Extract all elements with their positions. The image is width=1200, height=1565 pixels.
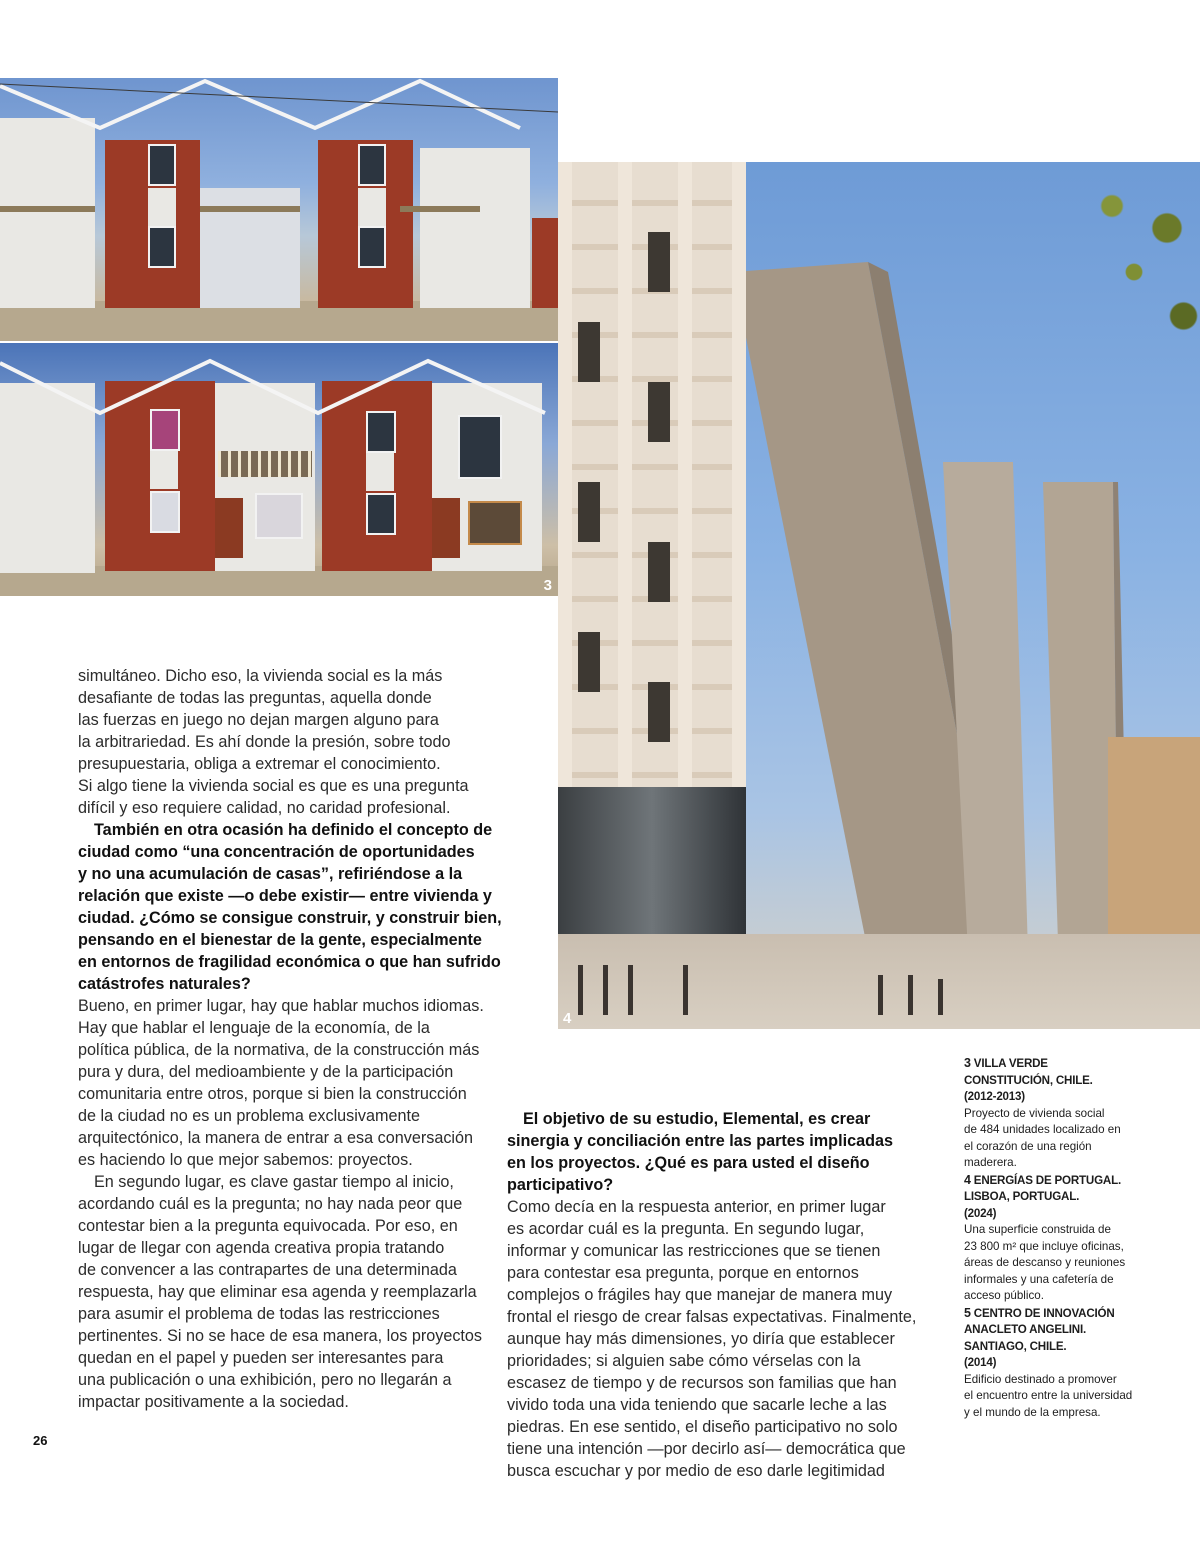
text-line: quedan en el papel y pueden ser interesantes para (78, 1349, 444, 1367)
text-line: aunque hay más dimensiones, yo diría que establecer (507, 1330, 895, 1348)
photo-villa-verde-before (0, 78, 558, 341)
text-line: informar y comunicar las restricciones que se tienen (507, 1242, 881, 1260)
caption-text: 23 800 m² que incluye oficinas, (964, 1239, 1124, 1253)
text-line: las fuerzas en juego no dejan margen alguno para (78, 711, 439, 729)
text-line: y no una acumulación de casas”, refiriéndose a la (78, 865, 463, 883)
caption-number: 3 (964, 1056, 971, 1070)
text-line: catástrofes naturales? (78, 975, 251, 993)
brick-building (1108, 737, 1200, 937)
window (578, 632, 600, 692)
caption-title: SANTIAGO, CHILE. (964, 1339, 1067, 1353)
text-line: sinergia y conciliación entre las partes implicadas (507, 1132, 893, 1150)
text-line: lugar de llegar con agenda creativa propia tratando (78, 1239, 445, 1257)
caption-date: (2024) (964, 1206, 997, 1220)
text-line: para asumir el problema de todas las restricciones (78, 1305, 440, 1323)
answer-paragraph (507, 1196, 917, 1482)
caption-text: Edificio destinado a promover (964, 1372, 1117, 1386)
roof-outlines (0, 78, 558, 341)
bollard (578, 965, 583, 1015)
page-number: 26 (33, 1433, 48, 1448)
roof-outlines (0, 343, 558, 596)
caption-text: de 484 unidades localizado en (964, 1123, 1121, 1136)
photo-energias-de-portugal (558, 162, 1200, 1029)
text-line: ciudad. ¿Cómo se consigue construir, y construir bien, (78, 909, 502, 927)
text-line: impactar positivamente a la sociedad. (78, 1393, 349, 1411)
text-line: comunitaria entre otros, porque si bien la construcción (78, 1085, 467, 1103)
bollard (878, 975, 883, 1015)
text-line: respuesta, hay que eliminar esa agenda y reemplazarla (78, 1283, 477, 1301)
photo-villa-verde-after (0, 343, 558, 596)
caption-title (964, 1055, 1139, 1073)
window (648, 232, 670, 292)
text-line: relación que existe —o debe existir— entre vivienda y (78, 887, 492, 905)
caption-date: (2012-2013) (964, 1090, 1025, 1103)
caption-date: (2014) (964, 1356, 997, 1369)
answer-paragraph (78, 665, 488, 819)
text-line: para contestar esa pregunta, porque en entornos (507, 1264, 859, 1282)
text-line: Si algo tiene la vivienda social es que es una pregunta (78, 777, 469, 795)
photo-number-3: 3 (543, 577, 552, 594)
caption-number: 5 (964, 1305, 971, 1320)
caption-text: áreas de descanso y reuniones (964, 1256, 1126, 1269)
text-line: presupuestaria, obliga a extremar el conocimiento. (78, 755, 441, 773)
text-line: piedras. En ese sentido, el diseño participativo no solo (507, 1418, 898, 1436)
caption-4 (964, 1172, 1139, 1305)
text-line: política pública, de la normativa, de la construcción más (78, 1041, 480, 1059)
text-line: arquitectónico, la manera de entrar a esa conversación (78, 1129, 474, 1147)
window (648, 682, 670, 742)
bollard (908, 975, 913, 1015)
window (578, 322, 600, 382)
bollard (603, 965, 608, 1015)
photo-captions (964, 1055, 1139, 1421)
caption-title: LISBOA, PORTUGAL. (964, 1190, 1080, 1203)
text-line: pertinentes. Si no se hace de esa manera, los proyectos (78, 1327, 483, 1345)
caption-title (964, 1305, 1139, 1323)
text-line: El objetivo de su estudio, Elemental, es crear (523, 1110, 871, 1128)
article-column-middle (507, 1108, 917, 1482)
text-line: simultáneo. Dicho eso, la vivienda social es la más (78, 667, 443, 685)
photo-number-4: 4 (563, 1010, 572, 1027)
caption-text: y el mundo de la empresa. (964, 1405, 1101, 1419)
text-line: complejos o frágiles hay que manejar de manera muy (507, 1286, 893, 1304)
caption-text: acceso público. (964, 1289, 1044, 1302)
caption-text: informales y una cafetería de (964, 1272, 1114, 1286)
window (648, 542, 670, 602)
caption-title-text: CENTRO DE INNOVACIÓN (973, 1306, 1115, 1320)
text-line: acordando cuál es la pregunta; no hay nada peor que (78, 1195, 463, 1213)
text-line: Como decía en la respuesta anterior, en primer lugar (507, 1198, 886, 1216)
caption-3 (964, 1055, 1139, 1172)
text-line: frontal el riesgo de crear falsas expectativas. Finalmente, (507, 1308, 917, 1326)
caption-title: ANACLETO ANGELINI. (964, 1323, 1087, 1336)
text-line: pensando en el bienestar de la gente, especialmente (78, 931, 482, 949)
interview-question (507, 1108, 907, 1196)
answer-paragraph (78, 1171, 488, 1413)
window (648, 382, 670, 442)
text-line: En segundo lugar, es clave gastar tiempo al inicio, (94, 1173, 454, 1191)
caption-title-text: VILLA VERDE (973, 1057, 1048, 1070)
caption-title (964, 1172, 1139, 1190)
caption-text: maderera. (964, 1156, 1017, 1169)
caption-text: el encuentro entre la universidad (964, 1389, 1133, 1402)
text-line: en los proyectos. ¿Qué es para usted el diseño (507, 1154, 870, 1172)
caption-title-text: ENERGÍAS DE PORTUGAL. (973, 1173, 1121, 1187)
text-line: escasez de tiempo y de recursos son familias que han (507, 1374, 897, 1392)
text-line: difícil y eso requiere calidad, no caridad profesional. (78, 799, 451, 817)
caption-5 (964, 1305, 1139, 1422)
caption-title: CONSTITUCIÓN, CHILE. (964, 1073, 1093, 1087)
text-line: una publicación o una exhibición, pero no llegarán a (78, 1371, 452, 1389)
text-line: Bueno, en primer lugar, hay que hablar muchos idiomas. (78, 997, 484, 1015)
text-line: es haciendo lo que mejor sabemos: proyectos. (78, 1151, 413, 1169)
text-line: prioridades; si alguien sabe cómo vérselas con la (507, 1352, 861, 1370)
caption-text: el corazón de una región (964, 1139, 1092, 1153)
article-column-left (78, 665, 502, 1413)
text-line: vivido toda una vida teniendo que sacarle leche a las (507, 1396, 887, 1414)
bollard (938, 979, 943, 1015)
text-line: desafiante de todas las preguntas, aquella donde (78, 689, 432, 707)
text-line: pura y dura, del medioambiente y de la participación (78, 1063, 454, 1081)
interview-question (78, 819, 502, 995)
bollard (628, 965, 633, 1015)
caption-text: Una superficie construida de (964, 1223, 1111, 1236)
text-line: participativo? (507, 1176, 614, 1194)
caption-text: Proyecto de vivienda social (964, 1106, 1105, 1120)
text-line: de convencer a las contrapartes de una determinada (78, 1261, 457, 1279)
text-line: en entornos de fragilidad económica o que han sufrido (78, 953, 501, 971)
window (578, 482, 600, 542)
text-line: tiene una intención —por decirlo así— democrática que (507, 1440, 906, 1458)
text-line: También en otra ocasión ha definido el concepto de (94, 821, 493, 839)
caption-number: 4 (964, 1172, 971, 1187)
text-line: contestar bien a la pregunta equivocada. Por eso, en (78, 1217, 458, 1235)
text-line: ciudad como “una concentración de oportunidades (78, 843, 475, 861)
text-line: busca escuchar y por medio de eso darle legitimidad (507, 1462, 885, 1480)
bollard (683, 965, 688, 1015)
text-line: la arbitrariedad. Es ahí donde la presión, sobre todo (78, 733, 451, 751)
answer-paragraph (78, 995, 488, 1171)
text-line: de la ciudad no es un problema exclusivamente (78, 1107, 420, 1125)
text-line: Hay que hablar el lenguaje de la economía, de la (78, 1019, 430, 1037)
text-line: es acordar cuál es la pregunta. En segundo lugar, (507, 1220, 865, 1238)
